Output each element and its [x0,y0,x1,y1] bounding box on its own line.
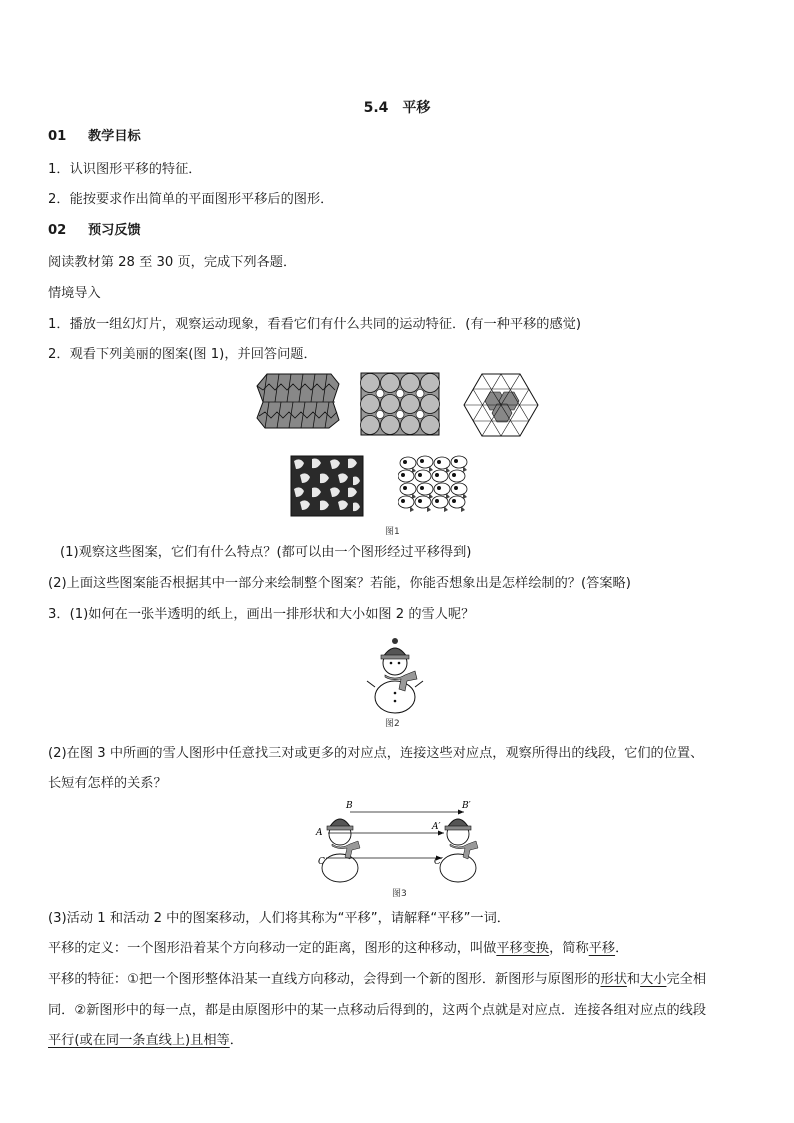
question-2-part-1: (1)观察这些图案，它们有什么特点？(都可以由一个图形经过平移得到) [60,545,472,560]
definition-text-end: ． [615,941,629,956]
feature-answer-parallel: 平行(或在同一条直线上)且相等 [48,1033,230,1048]
pattern-fish-tessellation [398,455,474,517]
section-label: 教学目标 [88,129,141,144]
label-c: C [318,857,325,867]
feature-line-3 [48,1032,243,1050]
figure-3-caption: 图3 [392,889,407,899]
original-snowman [322,823,358,882]
intro-heading: 情境导入 [48,286,101,301]
feature-answer-shape: 形状 [600,972,627,987]
section-number: 02 [48,223,67,238]
definition-paragraph [48,940,628,958]
feature-line-2: 同．②新图形中的每一点，都是由原图形中的某一点移动后得到的，这两个点就是对应点．连接各组对应点的线段 [48,1003,707,1018]
goal-2: 2．能按要求作出简单的平面图形平移后的图形． [48,192,334,207]
pattern-star-hexagon [462,372,540,438]
feature-answer-size: 大小 [640,972,667,987]
pattern-bird-tessellation [290,455,364,517]
question-3-part-3: (3)活动 1 和活动 2 中的图案移动，人们将其称为“平移”，请解释“平移”一词． [48,911,510,926]
section-heading-preview [48,222,141,240]
definition-text-mid: ，简称 [549,941,589,956]
goal-1: 1．认识图形平移的特征． [48,162,202,177]
definition-answer-1: 平移变换 [496,941,550,956]
snowman-figure [365,637,427,715]
reading-instruction: 阅读教材第 28 至 30 页，完成下列各题． [48,255,297,270]
label-c-prime: C′ [434,857,443,867]
pattern-circle-tiling [360,372,440,436]
feature-line-1 [48,971,706,989]
feature-text-final: ． [229,1033,243,1048]
question-2: 2．观看下列美丽的图案(图 1)，并回答问题． [48,347,317,362]
definition-answer-2: 平移 [588,941,616,956]
label-b: B [346,801,353,811]
label-a-prime: A′ [432,822,441,832]
translation-figure [310,798,486,886]
feature-text: 平移的特征：①把一个图形整体沿某一直线方向移动，会得到一个新的图形．新图形与原图形的 [48,972,601,987]
translated-snowman [440,823,476,882]
section-heading-goals [48,128,141,146]
label-a: A [316,828,323,838]
definition-text: 平移的定义：一个图形沿着某个方向移动一定的距离，图形的这种移动，叫做 [48,941,497,956]
question-1: 1．播放一组幻灯片，观察运动现象，看看它们有什么共同的运动特征．(有一种平移的感觉) [48,317,581,332]
section-label: 预习反馈 [88,223,141,238]
question-3-part-1: 3．(1)如何在一张半透明的纸上，画出一排形状和大小如图 2 的雪人呢？ [48,607,475,622]
question-3-part-2-line-2: 长短有怎样的关系？ [48,776,167,791]
figure-1-caption: 图1 [385,527,400,537]
feature-text-end: 完全相 [666,972,707,987]
feature-text-and: 和 [626,972,641,987]
question-3-part-2-line-1: (2)在图 3 中所画的雪人图形中任意找三对或更多的对应点，连接这些对应点，观察所得出的线段，它们的位置、 [48,746,704,761]
page-title: 5.4 平移 [363,100,431,116]
figure-2-caption: 图2 [385,719,400,729]
section-number: 01 [48,129,67,144]
label-b-prime: B′ [462,801,471,811]
question-2-part-2: (2)上面这些图案能否根据其中一部分来绘制整个图案？若能，你能否想象出是怎样绘制的？(答案略) [48,576,631,591]
